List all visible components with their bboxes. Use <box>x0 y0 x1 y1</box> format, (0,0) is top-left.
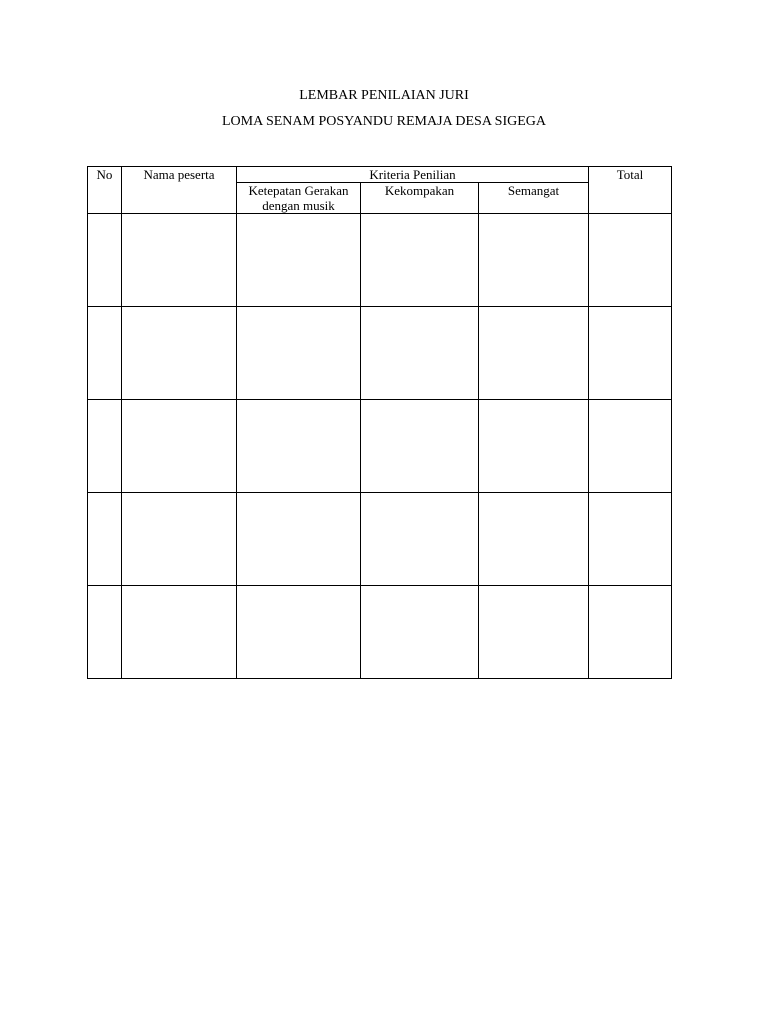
table-cell[interactable] <box>237 307 361 400</box>
header-total: Total <box>589 167 672 214</box>
table-cell[interactable] <box>88 493 122 586</box>
header-kriteria-penilian: Kriteria Penilian <box>237 167 589 183</box>
document-subtitle: LOMA SENAM POSYANDU REMAJA DESA SIGEGA <box>222 114 546 129</box>
scoring-table <box>87 166 672 679</box>
header-nama-peserta: Nama peserta <box>122 167 237 214</box>
table-cell[interactable] <box>88 307 122 400</box>
table-row <box>88 586 672 679</box>
table-cell[interactable] <box>237 400 361 493</box>
table-cell[interactable] <box>122 586 237 679</box>
table-cell[interactable] <box>122 400 237 493</box>
table-cell[interactable] <box>589 493 672 586</box>
table-cell[interactable] <box>237 586 361 679</box>
table-row <box>88 400 672 493</box>
table-cell[interactable] <box>479 307 589 400</box>
table-cell[interactable] <box>589 214 672 307</box>
header-kekompakan: Kekompakan <box>361 183 479 214</box>
table-cell[interactable] <box>122 493 237 586</box>
table-cell[interactable] <box>88 400 122 493</box>
table-cell[interactable] <box>479 586 589 679</box>
header-ketepatan-gerakan: Ketepatan Gerakan dengan musik <box>237 183 361 214</box>
table-cell[interactable] <box>589 307 672 400</box>
table-cell[interactable] <box>589 586 672 679</box>
table-cell[interactable] <box>237 214 361 307</box>
table-row <box>88 307 672 400</box>
table-cell[interactable] <box>361 586 479 679</box>
table-cell[interactable] <box>479 214 589 307</box>
table-cell[interactable] <box>122 307 237 400</box>
table-row <box>88 214 672 307</box>
table-cell[interactable] <box>479 400 589 493</box>
table-row <box>88 493 672 586</box>
table-cell[interactable] <box>88 586 122 679</box>
table-cell[interactable] <box>479 493 589 586</box>
table-cell[interactable] <box>122 214 237 307</box>
table-cell[interactable] <box>361 214 479 307</box>
table-cell[interactable] <box>361 493 479 586</box>
table-cell[interactable] <box>88 214 122 307</box>
document-title: LEMBAR PENILAIAN JURI <box>299 88 469 103</box>
table-cell[interactable] <box>589 400 672 493</box>
table-cell[interactable] <box>237 493 361 586</box>
table-cell[interactable] <box>361 307 479 400</box>
header-no: No <box>88 167 122 214</box>
header-semangat: Semangat <box>479 183 589 214</box>
table-cell[interactable] <box>361 400 479 493</box>
table-header-row <box>88 167 672 183</box>
